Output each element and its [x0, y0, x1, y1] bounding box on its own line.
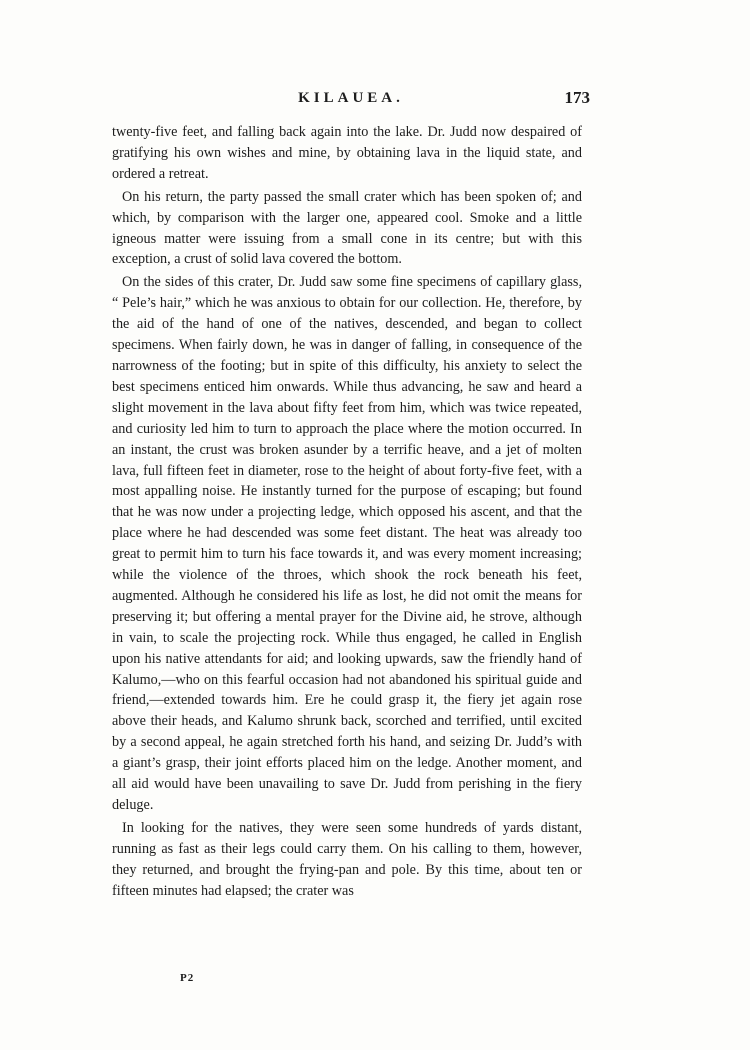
paragraph-natives: In looking for the natives, they were seen some hundreds of yards distant, running as fast as their legs could carry them. On his calling to them, however, they returned, and brought the frying-pan and pole. By this time, about ten or fifteen minutes had elapsed; the crater was	[112, 819, 582, 899]
body-text	[112, 122, 582, 902]
page-number: 173	[564, 88, 590, 107]
paragraph-continuation: twenty-five feet, and falling back again into the lake. Dr. Judd now despaired of gratifying his own wishes and mine, by obtaining lava in the liquid state, and ordered a retreat.	[112, 124, 582, 182]
running-head: KILAUEA.	[298, 90, 404, 106]
signature-mark: P2	[180, 972, 195, 984]
paragraph-crater-escape: On the sides of this crater, Dr. Judd saw some fine specimens of capillary glass, “ Pele’s hair,” which he was anxious to obtain for our collection. He, therefore, by the aid of the hand of one of the natives, descended, and began to collect specimens. When fairly down, he was in danger of falling, in consequence of the narrowness of the footing; but in spite of this difficulty, his anxiety to select the best specimens enticed him onwards. While thus advancing, he saw and heard a slight movement in the lava about fifty feet from him, which was twice repeated, and curiosity led him to turn to approach the place where the motion occurred. In an instant, the crust was broken asunder by a terrific heave, and a jet of molten lava, full fifteen feet in diameter, rose to the height of about forty-five feet, with a most appalling noise. He instantly turned for the purpose of escaping; but found that he was now under a projecting ledge, which opposed his ascent, and that the place where he had descended was some feet distant. The heat was already too great to permit him to turn his face towards it, and was every moment increasing; while the violence of the throes, which shook the rock beneath his feet, augmented. Although he considered his life as lost, he did not omit the means for preserving it; but offering a mental prayer for the Divine aid, he strove, although in vain, to scale the projecting rock. While thus engaged, he called in English upon his native attendants for aid; and looking upwards, saw the friendly hand of Kalumo,—who on this fearful occasion had not abandoned his spiritual guide and friend,—extended towards him. Ere he could grasp it, the fiery jet again rose above their heads, and Kalumo shrunk back, scorched and terrified, until excited by a second appeal, he again stretched forth his hand, and seizing Dr. Judd’s with a giant’s grasp, their joint efforts placed him on the ledge. Another moment, and all aid would have been unavailing to save Dr. Judd from perishing in the fiery deluge.	[112, 274, 582, 813]
page-header	[112, 88, 590, 112]
paragraph-return: On his return, the party passed the small crater which has been spoken of; and which, by comparison with the larger one, appeared cool. Smoke and a little igneous matter were issuing from a small cone in its centre; but with this exception, a crust of solid lava covered the bottom.	[112, 188, 582, 268]
